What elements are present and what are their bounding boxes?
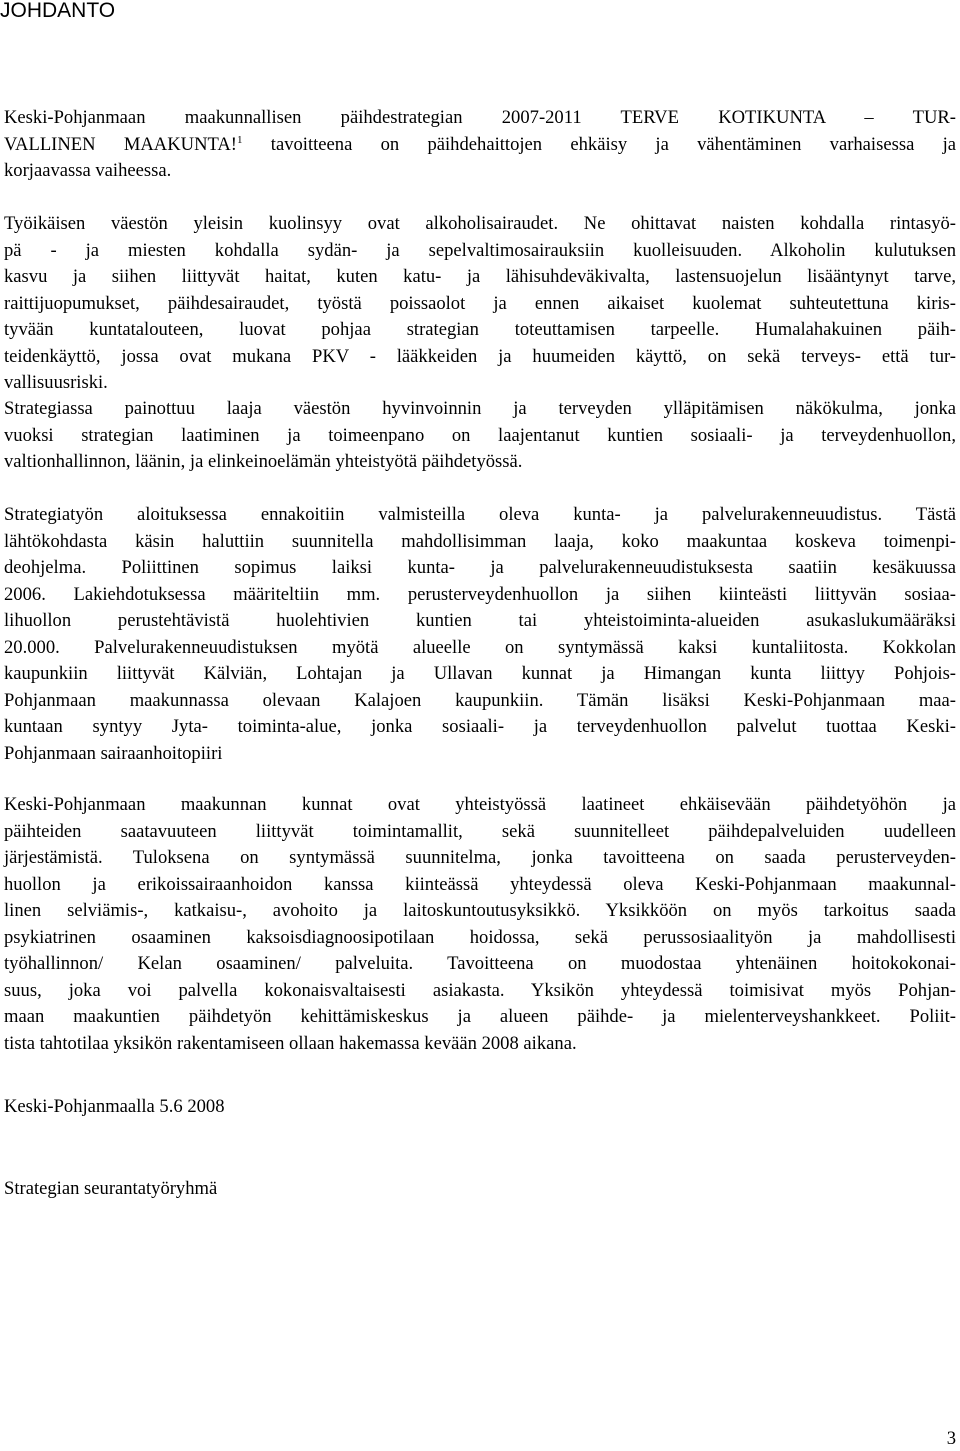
text-line: vallisuusriski. [4,372,108,393]
paragraph-strategy-focus [4,396,956,476]
text-line: korjaavassa vaiheessa. [4,160,172,181]
text-line: järjestämistä. Tuloksena on syntymässä suunnitelma, jonka tavoitteena on saada perusterveyden- [4,847,956,868]
section-heading: JOHDANTO [0,0,116,22]
text-line: Strategiassa painottuu laaja väestön hyvinvoinnin ja terveyden ylläpitämisen näkökulma, jonka [4,398,956,419]
text-line: suus, joka voi palvella kokonaisvaltaisesti asiakasta. Yksikön yhteydessä toimisivat myös Pohjan- [4,979,956,1001]
text-line: Pohjanmaan maakunnassa olevaan Kalajoen kaupunkiin. Tämän lisäksi Keski-Pohjanmaan maa- [4,689,956,711]
text-line: 20.000. Palvelurakenneuudistuksen myötä alueelle on syntymässä kaksi kuntaliitosta. Kokkolan [4,636,956,658]
text-line: vuoksi strategian laatiminen ja toimeenpano on laajentanut kuntien sosiaali- ja terveydenhuollon, [4,424,956,446]
text-fragment: VALLINEN MAAKUNTA! [4,133,238,155]
paragraph-mortality [4,211,956,397]
text-line: Keski-Pohjanmaan maakunnan kunnat ovat yhteistyössä laatineet ehkäisevään päihdetyöhön ja [4,794,956,815]
text-line: linen selviämis-, katkaisu-, avohoito ja laitoskuntoutusyksikkö. Yksikköön on myös tarkoitus saada [4,900,956,921]
text-line: lihuollon perustehtävistä huolehtivien kuntien tai yhteistoiminta-alueiden asukaslukumääräksi [4,610,956,631]
text-line: psykiatrinen osaaminen kaksoisdiagnoosipotilaan hoidossa, sekä perussosiaalityön ja mahdollisesti [4,926,956,948]
text-line: työhallinnon/ Kelan osaaminen/ palveluita. Tavoitteena on muodostaa yhtenäinen hoitokokonai- [4,953,956,974]
paragraph-cooperation [4,792,956,1057]
text-line: deohjelma. Poliittinen sopimus laiksi kunta- ja palvelurakenneuudistuksesta saatiin kesäkuussa [4,557,956,578]
text-line: 2006. Lakiehdotuksessa määriteltiin mm. perusterveydenhuollon ja siihen kiinteästi liittyvän sosiaa- [4,583,956,605]
text-line: pä - ja miesten kohdalla sydän- ja sepelvaltimosairauksiin kuolleisuuden. Alkoholin kulutuksen [4,239,956,261]
signature: Strategian seurantatyöryhmä [4,1178,218,1199]
text-line: huollon ja erikoissairaanhoidon kanssa kiinteässä yhteydessä oleva Keski-Pohjanmaan maakunnal- [4,873,956,895]
text-line: kaupunkiin liittyvät Kälviän, Lohtajan ja Ullavan kunnat ja Himangan kunta liittyy Pohjois- [4,663,956,684]
paragraph-reform [4,502,956,767]
text-line: Keski-Pohjanmaan maakunnallisen päihdestrategian 2007-2011 TERVE KOTIKUNTA – TUR- [4,107,956,128]
text-line: tista tahtotilaa yksikön rakentamiseen ollaan hakemassa kevään 2008 aikana. [4,1032,577,1054]
text-line: kuntaan syntyy Jyta- toiminta-alue, jonka sosiaali- ja terveydenhuollon palvelut tuottaa Keski- [4,716,956,737]
paragraph-intro [4,105,956,185]
place-date: Keski-Pohjanmaalla 5.6 2008 [4,1096,225,1117]
text-line: Työikäisen väestön yleisin kuolinsyy ovat alkoholisairaudet. Ne ohittavat naisten kohdalla rintasyö- [4,213,956,234]
text-line: kasvu ja siihen liittyvät haitat, kuten katu- ja lähisuhdeväkivalta, lastensuojelun lisääntynyt tarve, [4,266,956,287]
text-line: Strategiatyön aloituksessa ennakoitiin valmisteilla oleva kunta- ja palvelurakenneuudistus. Tästä [4,504,956,525]
text-line: teidenkäyttö, jossa ovat mukana PKV - lääkkeiden ja huumeiden käyttö, on sekä terveys- että tur- [4,345,956,367]
text-line: päihteiden saatavuuteen liittyvät toimintamallit, sekä suunnitelleet päihdepalveluiden uudelleen [4,820,956,842]
text-fragment: tavoitteena on päihdehaittojen ehkäisy ja vähentäminen varhaisessa ja [242,133,956,155]
text-line: Pohjanmaan sairaanhoitopiiri [4,742,223,764]
text-line [4,132,956,159]
text-line: valtionhallinnon, läänin, ja elinkeinoelämän yhteistyötä päihdetyössä. [4,451,523,472]
text-line: maan maakuntien päihdetyön kehittämiskeskus ja alueen päihde- ja mielenterveyshankkeet. Poliit- [4,1006,956,1027]
footnote-reference: 1 [237,133,243,146]
text-line: lähtökohdasta käsin haluttiin suunnitella mahdollisimman laaja, koko maakuntaa koskeva toimenpi- [4,530,956,552]
page-number: 3 [946,1428,956,1449]
text-line: raittijuopumukset, päihdesairaudet, työstä poissaolot ja ennen aikaiset kuolemat suhteutettuna kiris- [4,292,956,314]
text-line: tyvään kuntatalouteen, luovat pohjaa strategian toteuttamisen tarpeelle. Humalahakuinen päih- [4,319,956,340]
